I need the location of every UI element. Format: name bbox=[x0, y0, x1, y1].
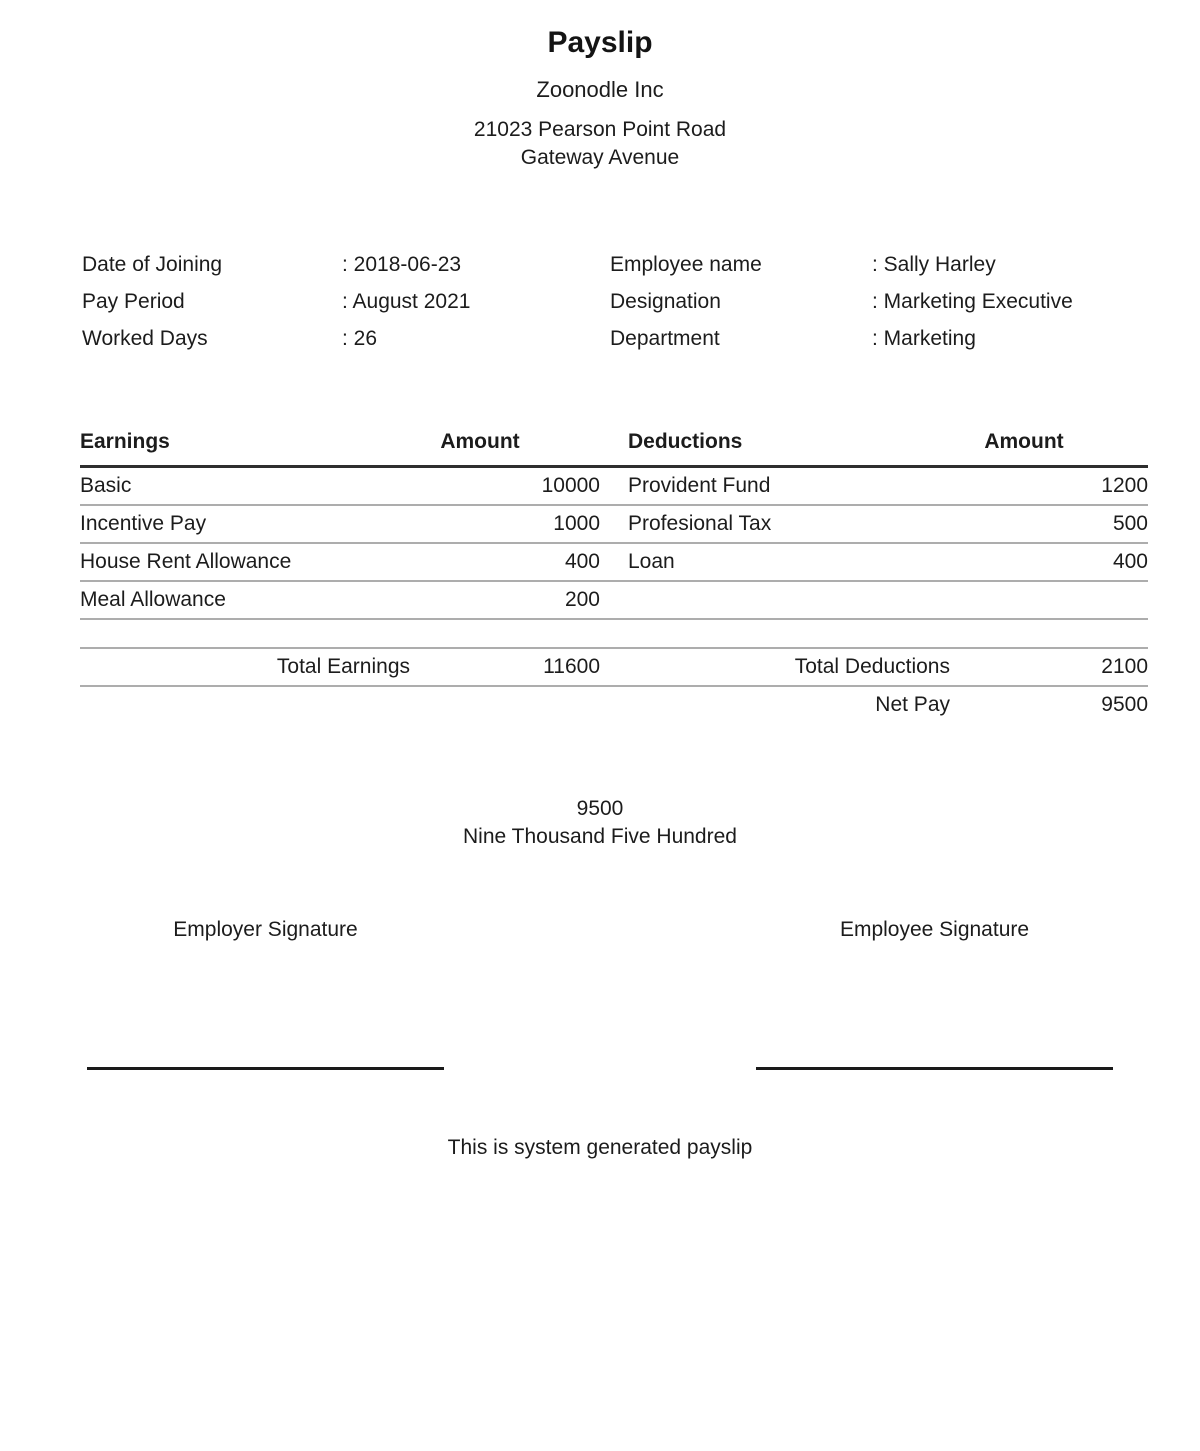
earning-label: Meal Allowance bbox=[80, 581, 410, 619]
info-row-pay-period bbox=[82, 283, 610, 320]
employee-signature-line bbox=[756, 1067, 1113, 1070]
earnings-amount-column-header: Amount bbox=[410, 423, 600, 467]
net-pay-in-words: Nine Thousand Five Hundred bbox=[463, 825, 737, 848]
total-deductions-value: 2100 bbox=[950, 648, 1148, 686]
signature-lines bbox=[87, 1067, 1113, 1070]
company-address bbox=[0, 116, 1200, 172]
info-row-employee-name bbox=[610, 246, 1148, 283]
info-row-worked-days bbox=[82, 320, 610, 357]
net-pay-amount: 9500 bbox=[576, 797, 624, 820]
employer-signature-label: Employer Signature bbox=[173, 918, 358, 941]
deduction-label: Loan bbox=[600, 543, 950, 581]
employee-name-value: : Sally Harley bbox=[872, 253, 996, 276]
net-pay-label: Net Pay bbox=[875, 693, 950, 716]
earning-amount: 1000 bbox=[410, 505, 600, 543]
department-value: : Marketing bbox=[872, 327, 976, 350]
earning-label: Basic bbox=[80, 467, 410, 506]
company-name: Zoonodle Inc bbox=[536, 77, 664, 102]
document-header bbox=[0, 26, 1200, 172]
date-of-joining-value: : 2018-06-23 bbox=[342, 253, 462, 276]
pay-period-label: Pay Period bbox=[82, 290, 185, 313]
designation-label: Designation bbox=[610, 290, 721, 313]
worked-days-value: : 26 bbox=[342, 327, 378, 350]
info-row-designation bbox=[610, 283, 1148, 320]
earning-amount: 400 bbox=[410, 543, 600, 581]
company-address-line1: 21023 Pearson Point Road bbox=[473, 118, 727, 141]
deductions-column-header: Deductions bbox=[600, 423, 950, 467]
system-generated-note: This is system generated payslip bbox=[447, 1136, 753, 1159]
deduction-amount: 500 bbox=[950, 505, 1148, 543]
deduction-label: Provident Fund bbox=[600, 467, 950, 506]
department-label: Department bbox=[610, 327, 720, 350]
employee-info-left-column bbox=[82, 246, 610, 357]
deduction-label: Profesional Tax bbox=[600, 505, 950, 543]
info-row-department bbox=[610, 320, 1148, 357]
company-address-line2: Gateway Avenue bbox=[520, 146, 680, 169]
table-row bbox=[80, 581, 1148, 619]
designation-value: : Marketing Executive bbox=[872, 290, 1073, 313]
deduction-amount: 400 bbox=[950, 543, 1148, 581]
deduction-amount: 1200 bbox=[950, 467, 1148, 506]
total-earnings-label: Total Earnings bbox=[80, 648, 410, 686]
earning-label: House Rent Allowance bbox=[80, 543, 410, 581]
empty-cell bbox=[80, 686, 410, 723]
signature-labels bbox=[87, 919, 1113, 941]
earning-label: Incentive Pay bbox=[80, 505, 410, 543]
employee-signature-label: Employee Signature bbox=[839, 918, 1030, 941]
employee-name-label: Employee name bbox=[610, 253, 762, 276]
net-pay-row bbox=[80, 686, 1148, 723]
earnings-deductions-table bbox=[80, 423, 1148, 723]
employer-signature-line bbox=[87, 1067, 444, 1070]
table-row bbox=[80, 467, 1148, 506]
pay-period-value: : August 2021 bbox=[342, 290, 471, 313]
total-deductions-label: Total Deductions bbox=[600, 648, 950, 686]
earning-amount: 10000 bbox=[410, 467, 600, 506]
totals-row bbox=[80, 648, 1148, 686]
empty-cell bbox=[410, 686, 600, 723]
employee-info-section bbox=[82, 246, 1148, 357]
deductions-amount-column-header: Amount bbox=[950, 423, 1148, 467]
earning-amount: 200 bbox=[410, 581, 600, 619]
worked-days-label: Worked Days bbox=[82, 327, 208, 350]
table-header-row bbox=[80, 423, 1148, 467]
table-row bbox=[80, 505, 1148, 543]
deduction-label bbox=[600, 581, 950, 619]
page-title: Payslip bbox=[547, 26, 653, 59]
earnings-column-header: Earnings bbox=[80, 423, 410, 467]
employee-info-right-column bbox=[610, 246, 1148, 357]
table-row bbox=[80, 543, 1148, 581]
date-of-joining-label: Date of Joining bbox=[82, 253, 223, 276]
net-pay-value: 9500 bbox=[1101, 693, 1148, 716]
spacer-cell bbox=[80, 619, 1148, 648]
deduction-amount bbox=[950, 581, 1148, 619]
info-row-date-of-joining bbox=[82, 246, 610, 283]
net-pay-summary bbox=[0, 795, 1200, 851]
spacer-row bbox=[80, 619, 1148, 648]
total-earnings-value: 11600 bbox=[410, 648, 600, 686]
